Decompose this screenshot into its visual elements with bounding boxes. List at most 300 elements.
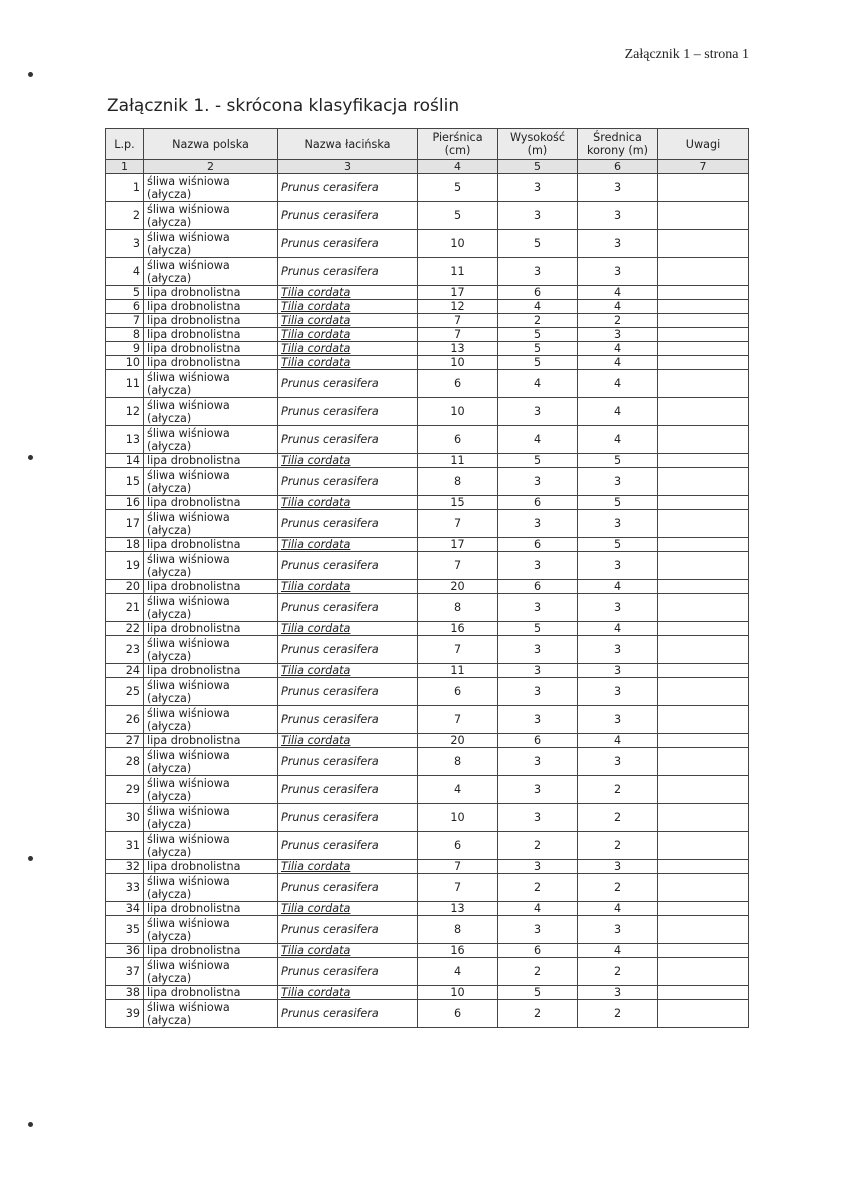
cell-piersnica: 8 — [418, 594, 498, 622]
cell-lp: 34 — [106, 902, 144, 916]
cell-srednica: 4 — [578, 734, 658, 748]
cell-wysokosc: 5 — [498, 328, 578, 342]
cell-lp: 28 — [106, 748, 144, 776]
cell-wysokosc: 6 — [498, 944, 578, 958]
table-row — [106, 300, 749, 314]
cell-piersnica: 6 — [418, 1000, 498, 1028]
cell-wysokosc: 3 — [498, 594, 578, 622]
table-row — [106, 426, 749, 454]
cell-nazwa-polska: śliwa wiśniowa (ałycza) — [144, 510, 278, 538]
cell-lp: 23 — [106, 636, 144, 664]
binder-hole-mark — [28, 455, 33, 460]
cell-piersnica: 8 — [418, 468, 498, 496]
cell-wysokosc: 3 — [498, 748, 578, 776]
cell-uwagi — [658, 902, 749, 916]
cell-srednica: 4 — [578, 622, 658, 636]
cell-uwagi — [658, 468, 749, 496]
cell-nazwa-lacinska: Prunus cerasifera — [278, 874, 418, 902]
cell-wysokosc: 6 — [498, 734, 578, 748]
cell-wysokosc: 6 — [498, 580, 578, 594]
cell-piersnica: 7 — [418, 328, 498, 342]
header-wysokosc: Wysokość (m) — [498, 129, 578, 160]
cell-srednica: 2 — [578, 832, 658, 860]
cell-uwagi — [658, 454, 749, 468]
cell-uwagi — [658, 398, 749, 426]
cell-srednica: 2 — [578, 776, 658, 804]
cell-srednica: 3 — [578, 510, 658, 538]
cell-nazwa-polska: lipa drobnolistna — [144, 314, 278, 328]
cell-lp: 1 — [106, 174, 144, 202]
cell-nazwa-polska: lipa drobnolistna — [144, 944, 278, 958]
cell-piersnica: 7 — [418, 552, 498, 580]
cell-piersnica: 13 — [418, 902, 498, 916]
cell-nazwa-polska: lipa drobnolistna — [144, 902, 278, 916]
cell-uwagi — [658, 874, 749, 902]
cell-piersnica: 7 — [418, 314, 498, 328]
cell-nazwa-lacinska: Prunus cerasifera — [278, 370, 418, 398]
cell-piersnica: 4 — [418, 776, 498, 804]
table-row — [106, 622, 749, 636]
cell-srednica: 3 — [578, 230, 658, 258]
table-row — [106, 902, 749, 916]
cell-wysokosc: 3 — [498, 174, 578, 202]
cell-nazwa-polska: śliwa wiśniowa (ałycza) — [144, 398, 278, 426]
cell-piersnica: 8 — [418, 916, 498, 944]
cell-piersnica: 10 — [418, 356, 498, 370]
cell-lp: 14 — [106, 454, 144, 468]
cell-lp: 13 — [106, 426, 144, 454]
cell-srednica: 3 — [578, 706, 658, 734]
cell-wysokosc: 5 — [498, 356, 578, 370]
cell-srednica: 5 — [578, 538, 658, 552]
cell-nazwa-lacinska: Prunus cerasifera — [278, 678, 418, 706]
cell-lp: 36 — [106, 944, 144, 958]
cell-lp: 2 — [106, 202, 144, 230]
cell-nazwa-lacinska: Tilia cordata — [278, 622, 418, 636]
cell-srednica: 3 — [578, 468, 658, 496]
cell-lp: 24 — [106, 664, 144, 678]
table-row — [106, 468, 749, 496]
column-number-row — [106, 160, 749, 174]
cell-nazwa-polska: lipa drobnolistna — [144, 328, 278, 342]
cell-nazwa-polska: śliwa wiśniowa (ałycza) — [144, 426, 278, 454]
cell-nazwa-lacinska: Prunus cerasifera — [278, 748, 418, 776]
cell-nazwa-polska: śliwa wiśniowa (ałycza) — [144, 468, 278, 496]
cell-srednica: 3 — [578, 916, 658, 944]
cell-nazwa-polska: lipa drobnolistna — [144, 664, 278, 678]
cell-uwagi — [658, 678, 749, 706]
cell-wysokosc: 2 — [498, 314, 578, 328]
cell-uwagi — [658, 510, 749, 538]
cell-nazwa-polska: śliwa wiśniowa (ałycza) — [144, 706, 278, 734]
cell-piersnica: 7 — [418, 706, 498, 734]
cell-wysokosc: 3 — [498, 776, 578, 804]
cell-nazwa-lacinska: Prunus cerasifera — [278, 776, 418, 804]
cell-nazwa-polska: lipa drobnolistna — [144, 454, 278, 468]
cell-nazwa-lacinska: Tilia cordata — [278, 300, 418, 314]
cell-nazwa-lacinska: Prunus cerasifera — [278, 706, 418, 734]
cell-uwagi — [658, 356, 749, 370]
cell-wysokosc: 4 — [498, 426, 578, 454]
table-row — [106, 636, 749, 664]
cell-lp: 19 — [106, 552, 144, 580]
cell-nazwa-lacinska: Tilia cordata — [278, 496, 418, 510]
cell-nazwa-lacinska: Prunus cerasifera — [278, 594, 418, 622]
table-row — [106, 748, 749, 776]
column-number: 3 — [278, 160, 418, 174]
cell-lp: 38 — [106, 986, 144, 1000]
cell-uwagi — [658, 174, 749, 202]
cell-nazwa-lacinska: Prunus cerasifera — [278, 468, 418, 496]
table-row — [106, 286, 749, 300]
cell-lp: 29 — [106, 776, 144, 804]
cell-nazwa-lacinska: Prunus cerasifera — [278, 398, 418, 426]
cell-nazwa-lacinska: Tilia cordata — [278, 734, 418, 748]
cell-uwagi — [658, 622, 749, 636]
cell-wysokosc: 3 — [498, 398, 578, 426]
cell-lp: 25 — [106, 678, 144, 706]
cell-piersnica: 10 — [418, 804, 498, 832]
cell-uwagi — [658, 230, 749, 258]
cell-lp: 31 — [106, 832, 144, 860]
cell-piersnica: 12 — [418, 300, 498, 314]
cell-wysokosc: 3 — [498, 510, 578, 538]
cell-lp: 3 — [106, 230, 144, 258]
cell-uwagi — [658, 958, 749, 986]
cell-uwagi — [658, 636, 749, 664]
cell-nazwa-polska: śliwa wiśniowa (ałycza) — [144, 776, 278, 804]
table-header-row — [106, 129, 749, 160]
cell-wysokosc: 5 — [498, 342, 578, 356]
cell-piersnica: 7 — [418, 874, 498, 902]
cell-uwagi — [658, 832, 749, 860]
table-row — [106, 398, 749, 426]
cell-lp: 11 — [106, 370, 144, 398]
table-row — [106, 370, 749, 398]
column-number: 2 — [144, 160, 278, 174]
cell-srednica: 2 — [578, 874, 658, 902]
cell-srednica: 2 — [578, 958, 658, 986]
cell-lp: 15 — [106, 468, 144, 496]
cell-nazwa-lacinska: Prunus cerasifera — [278, 202, 418, 230]
cell-lp: 39 — [106, 1000, 144, 1028]
cell-nazwa-polska: śliwa wiśniowa (ałycza) — [144, 230, 278, 258]
cell-nazwa-polska: śliwa wiśniowa (ałycza) — [144, 258, 278, 286]
cell-nazwa-polska: śliwa wiśniowa (ałycza) — [144, 874, 278, 902]
cell-nazwa-polska: śliwa wiśniowa (ałycza) — [144, 832, 278, 860]
cell-piersnica: 13 — [418, 342, 498, 356]
cell-nazwa-polska: śliwa wiśniowa (ałycza) — [144, 370, 278, 398]
cell-srednica: 4 — [578, 300, 658, 314]
cell-piersnica: 20 — [418, 580, 498, 594]
cell-nazwa-polska: lipa drobnolistna — [144, 300, 278, 314]
cell-wysokosc: 6 — [498, 496, 578, 510]
cell-lp: 4 — [106, 258, 144, 286]
cell-wysokosc: 3 — [498, 636, 578, 664]
cell-uwagi — [658, 426, 749, 454]
cell-srednica: 2 — [578, 314, 658, 328]
cell-piersnica: 17 — [418, 286, 498, 300]
cell-wysokosc: 3 — [498, 678, 578, 706]
cell-lp: 20 — [106, 580, 144, 594]
cell-wysokosc: 5 — [498, 986, 578, 1000]
cell-piersnica: 16 — [418, 944, 498, 958]
cell-srednica: 4 — [578, 902, 658, 916]
table-row — [106, 454, 749, 468]
cell-srednica: 3 — [578, 258, 658, 286]
cell-wysokosc: 3 — [498, 706, 578, 734]
table-row — [106, 174, 749, 202]
table-row — [106, 328, 749, 342]
cell-uwagi — [658, 804, 749, 832]
cell-srednica: 4 — [578, 944, 658, 958]
cell-lp: 8 — [106, 328, 144, 342]
cell-wysokosc: 2 — [498, 1000, 578, 1028]
table-row — [106, 580, 749, 594]
cell-lp: 9 — [106, 342, 144, 356]
cell-nazwa-polska: lipa drobnolistna — [144, 356, 278, 370]
cell-nazwa-lacinska: Prunus cerasifera — [278, 426, 418, 454]
cell-lp: 37 — [106, 958, 144, 986]
table-row — [106, 776, 749, 804]
cell-uwagi — [658, 1000, 749, 1028]
cell-piersnica: 10 — [418, 230, 498, 258]
plant-classification-table — [105, 128, 749, 1028]
cell-nazwa-polska: śliwa wiśniowa (ałycza) — [144, 636, 278, 664]
cell-lp: 7 — [106, 314, 144, 328]
cell-uwagi — [658, 860, 749, 874]
cell-wysokosc: 3 — [498, 258, 578, 286]
cell-wysokosc: 3 — [498, 202, 578, 230]
cell-srednica: 4 — [578, 398, 658, 426]
cell-srednica: 3 — [578, 860, 658, 874]
cell-wysokosc: 3 — [498, 916, 578, 944]
cell-uwagi — [658, 552, 749, 580]
cell-piersnica: 7 — [418, 510, 498, 538]
cell-uwagi — [658, 300, 749, 314]
cell-piersnica: 7 — [418, 636, 498, 664]
cell-nazwa-lacinska: Prunus cerasifera — [278, 1000, 418, 1028]
table-row — [106, 594, 749, 622]
cell-nazwa-lacinska: Prunus cerasifera — [278, 804, 418, 832]
cell-nazwa-lacinska: Tilia cordata — [278, 328, 418, 342]
cell-nazwa-lacinska: Tilia cordata — [278, 860, 418, 874]
cell-lp: 6 — [106, 300, 144, 314]
table-row — [106, 944, 749, 958]
column-number: 1 — [106, 160, 144, 174]
column-number: 7 — [658, 160, 749, 174]
binder-hole-mark — [28, 72, 33, 77]
cell-srednica: 3 — [578, 664, 658, 678]
cell-wysokosc: 3 — [498, 860, 578, 874]
cell-uwagi — [658, 986, 749, 1000]
cell-uwagi — [658, 664, 749, 678]
cell-piersnica: 6 — [418, 678, 498, 706]
cell-lp: 22 — [106, 622, 144, 636]
cell-uwagi — [658, 370, 749, 398]
cell-nazwa-polska: śliwa wiśniowa (ałycza) — [144, 916, 278, 944]
cell-wysokosc: 6 — [498, 286, 578, 300]
table-row — [106, 958, 749, 986]
cell-wysokosc: 5 — [498, 622, 578, 636]
cell-lp: 5 — [106, 286, 144, 300]
cell-nazwa-lacinska: Prunus cerasifera — [278, 636, 418, 664]
cell-nazwa-lacinska: Tilia cordata — [278, 454, 418, 468]
cell-nazwa-lacinska: Prunus cerasifera — [278, 916, 418, 944]
table-row — [106, 678, 749, 706]
cell-wysokosc: 6 — [498, 538, 578, 552]
cell-lp: 27 — [106, 734, 144, 748]
cell-piersnica: 10 — [418, 986, 498, 1000]
cell-uwagi — [658, 258, 749, 286]
table-row — [106, 916, 749, 944]
table-row — [106, 860, 749, 874]
header-nazwa-polska: Nazwa polska — [144, 129, 278, 160]
cell-srednica: 3 — [578, 328, 658, 342]
cell-piersnica: 7 — [418, 860, 498, 874]
table-row — [106, 538, 749, 552]
cell-nazwa-lacinska: Prunus cerasifera — [278, 832, 418, 860]
cell-uwagi — [658, 748, 749, 776]
table-row — [106, 804, 749, 832]
cell-srednica: 3 — [578, 552, 658, 580]
table-row — [106, 230, 749, 258]
cell-piersnica: 17 — [418, 538, 498, 552]
binder-hole-mark — [28, 1122, 33, 1127]
cell-wysokosc: 4 — [498, 370, 578, 398]
cell-lp: 16 — [106, 496, 144, 510]
cell-lp: 26 — [106, 706, 144, 734]
cell-lp: 33 — [106, 874, 144, 902]
cell-uwagi — [658, 538, 749, 552]
header-lp: L.p. — [106, 129, 144, 160]
table-row — [106, 314, 749, 328]
table-row — [106, 552, 749, 580]
cell-srednica: 5 — [578, 496, 658, 510]
table-row — [106, 832, 749, 860]
cell-uwagi — [658, 580, 749, 594]
cell-nazwa-polska: śliwa wiśniowa (ałycza) — [144, 748, 278, 776]
table-row — [106, 356, 749, 370]
cell-nazwa-lacinska: Tilia cordata — [278, 902, 418, 916]
cell-srednica: 4 — [578, 426, 658, 454]
table-row — [106, 496, 749, 510]
cell-uwagi — [658, 734, 749, 748]
cell-uwagi — [658, 776, 749, 804]
cell-piersnica: 5 — [418, 202, 498, 230]
cell-piersnica: 5 — [418, 174, 498, 202]
document-title: Załącznik 1. - skrócona klasyfikacja roślin — [107, 96, 460, 116]
cell-piersnica: 11 — [418, 454, 498, 468]
cell-uwagi — [658, 314, 749, 328]
cell-nazwa-polska: lipa drobnolistna — [144, 580, 278, 594]
cell-lp: 10 — [106, 356, 144, 370]
cell-piersnica: 10 — [418, 398, 498, 426]
cell-wysokosc: 5 — [498, 454, 578, 468]
binder-hole-mark — [28, 856, 33, 861]
cell-nazwa-polska: lipa drobnolistna — [144, 734, 278, 748]
cell-lp: 21 — [106, 594, 144, 622]
header-uwagi: Uwagi — [658, 129, 749, 160]
cell-uwagi — [658, 944, 749, 958]
cell-wysokosc: 4 — [498, 902, 578, 916]
cell-srednica: 3 — [578, 986, 658, 1000]
cell-nazwa-polska: śliwa wiśniowa (ałycza) — [144, 552, 278, 580]
cell-nazwa-polska: lipa drobnolistna — [144, 986, 278, 1000]
cell-srednica: 2 — [578, 804, 658, 832]
table-row — [106, 342, 749, 356]
cell-srednica: 2 — [578, 1000, 658, 1028]
cell-nazwa-polska: lipa drobnolistna — [144, 860, 278, 874]
cell-nazwa-lacinska: Prunus cerasifera — [278, 510, 418, 538]
cell-srednica: 3 — [578, 748, 658, 776]
table-row — [106, 986, 749, 1000]
column-number: 4 — [418, 160, 498, 174]
cell-srednica: 4 — [578, 286, 658, 300]
cell-srednica: 3 — [578, 594, 658, 622]
cell-piersnica: 8 — [418, 748, 498, 776]
cell-srednica: 3 — [578, 202, 658, 230]
cell-nazwa-polska: lipa drobnolistna — [144, 622, 278, 636]
cell-lp: 32 — [106, 860, 144, 874]
cell-wysokosc: 3 — [498, 552, 578, 580]
table-row — [106, 664, 749, 678]
table-row — [106, 202, 749, 230]
cell-lp: 30 — [106, 804, 144, 832]
header-piersnica: Pierśnica (cm) — [418, 129, 498, 160]
cell-nazwa-polska: śliwa wiśniowa (ałycza) — [144, 594, 278, 622]
table-row — [106, 734, 749, 748]
cell-piersnica: 6 — [418, 832, 498, 860]
cell-nazwa-lacinska: Prunus cerasifera — [278, 258, 418, 286]
table-body — [106, 174, 749, 1028]
cell-wysokosc: 2 — [498, 832, 578, 860]
cell-nazwa-polska: lipa drobnolistna — [144, 342, 278, 356]
cell-srednica: 4 — [578, 356, 658, 370]
cell-lp: 17 — [106, 510, 144, 538]
column-number: 5 — [498, 160, 578, 174]
cell-nazwa-lacinska: Prunus cerasifera — [278, 230, 418, 258]
header-srednica: Średnica korony (m) — [578, 129, 658, 160]
cell-nazwa-lacinska: Prunus cerasifera — [278, 174, 418, 202]
cell-piersnica: 11 — [418, 258, 498, 286]
cell-srednica: 3 — [578, 678, 658, 706]
cell-srednica: 3 — [578, 636, 658, 664]
cell-nazwa-polska: śliwa wiśniowa (ałycza) — [144, 202, 278, 230]
table-row — [106, 258, 749, 286]
cell-wysokosc: 3 — [498, 664, 578, 678]
cell-nazwa-polska: śliwa wiśniowa (ałycza) — [144, 678, 278, 706]
cell-nazwa-polska: lipa drobnolistna — [144, 286, 278, 300]
cell-lp: 18 — [106, 538, 144, 552]
cell-lp: 12 — [106, 398, 144, 426]
table-row — [106, 706, 749, 734]
cell-uwagi — [658, 202, 749, 230]
cell-srednica: 5 — [578, 454, 658, 468]
cell-piersnica: 11 — [418, 664, 498, 678]
cell-wysokosc: 4 — [498, 300, 578, 314]
column-number: 6 — [578, 160, 658, 174]
cell-wysokosc: 2 — [498, 958, 578, 986]
cell-nazwa-polska: śliwa wiśniowa (ałycza) — [144, 1000, 278, 1028]
cell-nazwa-polska: śliwa wiśniowa (ałycza) — [144, 174, 278, 202]
cell-piersnica: 20 — [418, 734, 498, 748]
cell-piersnica: 6 — [418, 370, 498, 398]
cell-nazwa-polska: śliwa wiśniowa (ałycza) — [144, 958, 278, 986]
cell-srednica: 3 — [578, 174, 658, 202]
cell-wysokosc: 5 — [498, 230, 578, 258]
cell-wysokosc: 3 — [498, 804, 578, 832]
